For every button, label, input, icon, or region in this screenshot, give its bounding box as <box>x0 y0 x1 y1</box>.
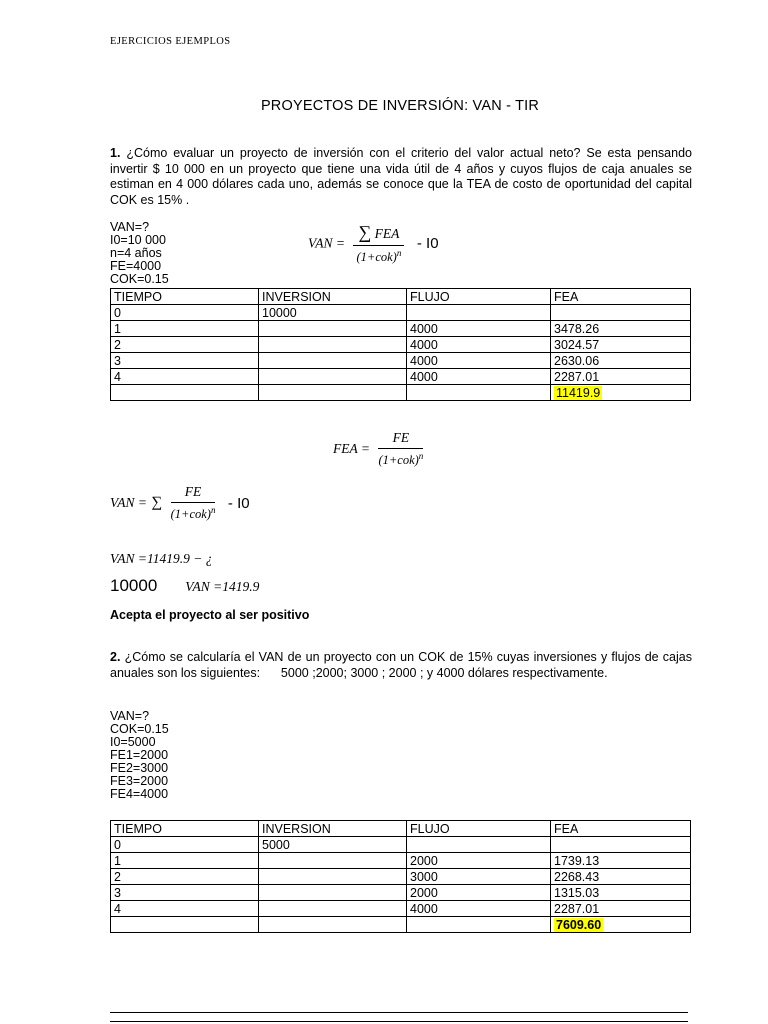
sigma-symbol: ∑ <box>151 494 163 511</box>
table-cell <box>259 885 407 901</box>
table-cell <box>259 853 407 869</box>
denominator-exponent: n <box>210 505 216 515</box>
formula-fea <box>333 430 427 468</box>
table-cell: 1 <box>111 853 259 869</box>
table-cell: 2287.01 <box>551 901 691 917</box>
table-row <box>111 885 691 901</box>
header-label: EJERCICIOS EJEMPLOS <box>110 36 231 47</box>
problem-1-variables <box>110 221 169 286</box>
variable-line: n=4 años <box>110 246 162 260</box>
denominator-exponent: n <box>418 451 424 461</box>
table-cell <box>259 353 407 369</box>
table-cell: 4 <box>111 369 259 385</box>
table-cell <box>259 917 407 933</box>
variable-line: COK=0.15 <box>110 272 169 286</box>
numerator-text: FEA <box>374 226 400 241</box>
table-row <box>111 337 691 353</box>
fraction-numerator: FE <box>171 484 216 503</box>
fraction <box>353 222 404 265</box>
problem-2-number: 2. <box>110 650 121 664</box>
formula-tail: - I0 <box>227 494 250 512</box>
table-cell: 1739.13 <box>551 853 691 869</box>
table-header-cell: TIEMPO <box>111 289 259 305</box>
table-cell: 3000 <box>407 869 551 885</box>
table-header-cell: FLUJO <box>407 821 551 837</box>
table-cell: 1315.03 <box>551 885 691 901</box>
fraction-denominator <box>378 449 423 468</box>
table-cell <box>551 917 691 933</box>
table-header-cell: INVERSION <box>259 821 407 837</box>
table-header-row <box>111 289 691 305</box>
conclusion-text: Acepta el proyecto al ser positivo <box>110 608 310 622</box>
formula-lhs: FEA = <box>333 441 370 457</box>
fraction-numerator <box>353 222 404 246</box>
table-cell <box>259 321 407 337</box>
table-row <box>111 321 691 337</box>
table-row <box>111 353 691 369</box>
table-cell: 4000 <box>407 321 551 337</box>
table-cell: 3024.57 <box>551 337 691 353</box>
next-page-table-fragment <box>110 1012 688 1022</box>
denominator-base: (1+cok) <box>170 507 211 522</box>
table-header-cell: FEA <box>551 289 691 305</box>
table-cell: 2000 <box>407 885 551 901</box>
denominator-base: (1+cok) <box>356 250 397 265</box>
table-cell: 3478.26 <box>551 321 691 337</box>
table-row <box>111 853 691 869</box>
fraction-denominator <box>353 246 404 265</box>
table-cell: 3 <box>111 885 259 901</box>
table-row <box>111 917 691 933</box>
table-cell: 3 <box>111 353 259 369</box>
sigma-symbol: ∑ <box>358 222 372 242</box>
table-cell: 4000 <box>407 353 551 369</box>
cashflow-table-1 <box>110 288 691 401</box>
table-row <box>111 369 691 385</box>
formula-van-main <box>308 222 439 265</box>
table-cell: 4000 <box>407 337 551 353</box>
table-cell <box>551 305 691 321</box>
table-row <box>111 901 691 917</box>
table-cell <box>551 837 691 853</box>
table-cell <box>407 837 551 853</box>
problem-2-paragraph <box>110 650 692 681</box>
problem-1-paragraph <box>110 146 692 208</box>
highlighted-value: 11419.9 <box>556 385 601 400</box>
table-cell <box>551 385 691 401</box>
problem-1-text: ¿Cómo evaluar un proyecto de inversión con el criterio del valor actual neto? Se esta pensando invertir $ 10 000 en un proyecto que tiene una vida útil de 4 años y cuyos flujos de caja anuales se estiman en 4 000 dólares cada uno, además se conoce que la TEA de costo de oportunidad del capital COK es 15% . <box>110 146 692 207</box>
table-cell <box>259 869 407 885</box>
variable-line: I0=5000 <box>110 735 156 749</box>
table-header-cell: INVERSION <box>259 289 407 305</box>
denominator-exponent: n <box>396 248 402 258</box>
table-cell <box>111 917 259 933</box>
table-cell: 4000 <box>407 369 551 385</box>
variable-line: I0=10 000 <box>110 233 166 247</box>
table-cell: 2630.06 <box>551 353 691 369</box>
variable-line: VAN=? <box>110 709 150 723</box>
formula-lhs: VAN = <box>308 235 345 251</box>
table-cell: 2 <box>111 869 259 885</box>
table-row <box>111 869 691 885</box>
fraction-denominator <box>171 503 216 522</box>
table-row <box>111 385 691 401</box>
variable-line: FE3=2000 <box>110 774 169 788</box>
formula-lhs: VAN = <box>110 495 147 511</box>
investment-amount: 10000 <box>110 576 158 595</box>
variable-line: VAN=? <box>110 220 150 234</box>
denominator-base: (1+cok) <box>378 453 419 468</box>
table-cell <box>407 917 551 933</box>
table-header-row <box>111 821 691 837</box>
table-cell: 2268.43 <box>551 869 691 885</box>
van-result-value: VAN =1419.9 <box>185 579 260 594</box>
fraction <box>171 484 216 522</box>
table-cell: 4 <box>111 901 259 917</box>
variable-line: FE4=4000 <box>110 787 169 801</box>
table-cell <box>259 337 407 353</box>
formula-van-expanded <box>110 484 250 522</box>
table-cell: 4000 <box>407 901 551 917</box>
table-cell: 10000 <box>259 305 407 321</box>
table-row <box>111 305 691 321</box>
table-header-cell: TIEMPO <box>111 821 259 837</box>
table-row <box>111 837 691 853</box>
table-header-cell: FEA <box>551 821 691 837</box>
table-cell <box>259 901 407 917</box>
table-cell: 2000 <box>407 853 551 869</box>
formula-tail: - I0 <box>416 235 439 253</box>
table-cell: 1 <box>111 321 259 337</box>
table-cell: 2287.01 <box>551 369 691 385</box>
problem-1-number: 1. <box>110 146 121 160</box>
table-cell: 0 <box>111 305 259 321</box>
variable-line: FE=4000 <box>110 259 162 273</box>
problem-2-text: ¿Cómo se calcularía el VAN de un proyecto con un COK de 15% cuyas inversiones y flujos de cajas anuales son los siguientes: 5000 ;2000; 3000 ; 2000 ; y 4000 dólares respectivamente. <box>110 650 692 680</box>
variable-line: COK=0.15 <box>110 722 169 736</box>
table-cell: 5000 <box>259 837 407 853</box>
van-substitution-line: VAN =11419.9 − ¿ <box>110 551 213 566</box>
highlighted-value: 7609.60 <box>556 917 602 932</box>
table-cell <box>259 369 407 385</box>
table-cell <box>407 385 551 401</box>
table-cell <box>111 385 259 401</box>
van-result-line <box>110 576 259 596</box>
table-cell: 2 <box>111 337 259 353</box>
table-cell: 0 <box>111 837 259 853</box>
table-cell <box>407 305 551 321</box>
cashflow-table-2 <box>110 820 691 933</box>
variable-line: FE2=3000 <box>110 761 169 775</box>
problem-2-variables <box>110 710 169 801</box>
fraction-numerator: FE <box>378 430 423 449</box>
table-cell <box>259 385 407 401</box>
page-title: PROYECTOS DE INVERSIÓN: VAN - TIR <box>260 98 540 114</box>
variable-line: FE1=2000 <box>110 748 169 762</box>
table-header-cell: FLUJO <box>407 289 551 305</box>
fraction <box>378 430 423 468</box>
